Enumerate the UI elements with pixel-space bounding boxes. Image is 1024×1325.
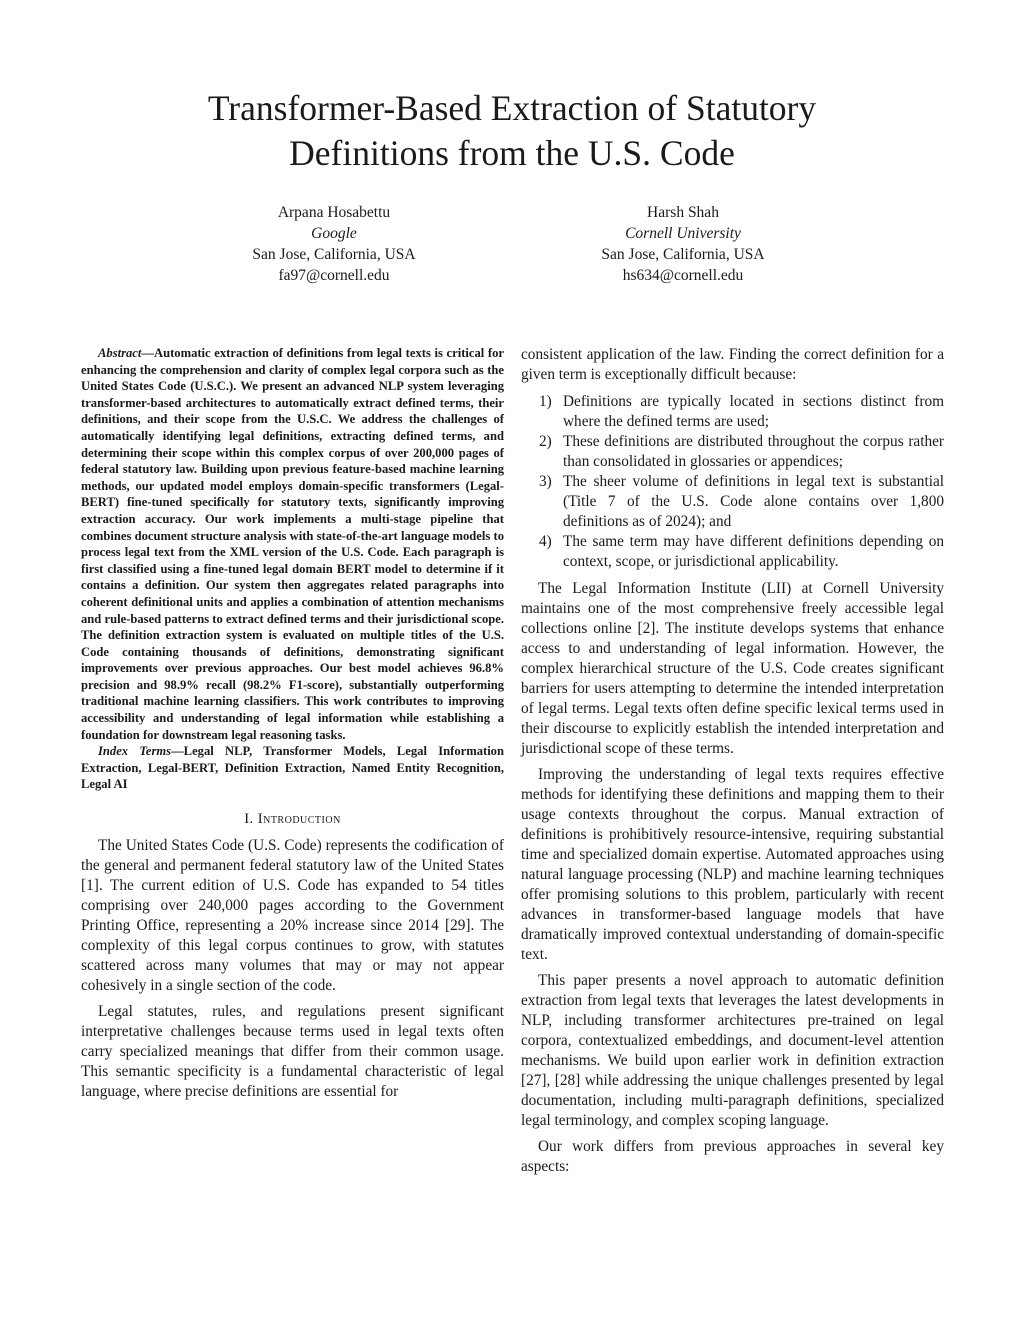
section-heading-introduction: I. Introduction <box>244 811 341 828</box>
body-paragraph: Our work differs from previous approaches in several key aspects: <box>521 1138 944 1175</box>
intro-paragraph: The United States Code (U.S. Code) represents the codification of the general and permanent federal statutory law of the United States [1]. The current edition of U.S. Code has expanded to 54 titles comprising over 240,000 pages according to the Government Printing Office, representing a 20% increase since 2014 [29]. The complexity of this legal corpus continues to grow, with statutes scattered across many volumes that may or may not appear cohesively in a single section of the code. <box>81 837 504 995</box>
list-item <box>521 432 944 472</box>
body-paragraph: The Legal Information Institute (LII) at Cornell University maintains one of the most comprehensive freely accessible legal collections online [2]. The institute develops systems that enhance access to and understanding of legal information. However, the complex hierarchical structure of the U.S. Code creates significant barriers for users attempting to determine the intended interpretation of legal terms. Legal texts often define specific lexical terms used in their discourse to explicitly establish the intended interpretation and jurisdictional scope of these terms. <box>521 580 944 757</box>
abstract-text: —Automatic extraction of definitions from legal texts is critical for enhancing the comprehension and clarity of complex legal corpora such as the United States Code (U.S.C.). We present an advanced NLP system leveraging transformer-based architectures to automatically extract defined terms, their definitions, and their scope from the U.S.C. We address the challenges of automatically identifying legal definitions, extracting defined terms, and determining their scope within this complex corpus of over 200,000 pages of federal statutory law. Building upon previous feature-based machine learning methods, our updated model employs domain-specific transformers (Legal-BERT) fine-tuned specifically for statutory texts, significantly improving extraction accuracy. Our work implements a multi-stage pipeline that combines document structure analysis with state-of-the-art language models to process legal text from the XML version of the U.S. Code. Each paragraph is first classified using a fine-tuned legal domain BERT model to determine if it contains a definition. Our system then aggregates related paragraphs into coherent definitional units and applies a combination of attention mechanisms and rule-based patterns to extract defined terms and their jurisdictional scope. The definition extraction system is evaluated on multiple titles of the U.S. Code containing thousands of definitions, demonstrating significant improvements over previous approaches. Our best model achieves 96.8% precision and 98.9% recall (98.2% F1-score), substantially outperforming traditional machine learning classifiers. This work contributes to improving accessibility and understanding of legal information while establishing a foundation for downstream legal reasoning tasks. <box>81 346 504 742</box>
right-column <box>521 345 944 1183</box>
author-email: hs634@cornell.edu <box>622 267 744 284</box>
list-item <box>521 392 944 432</box>
abstract <box>81 345 504 743</box>
numbered-list <box>521 392 944 572</box>
list-item-text: Definitions are typically located in sections distinct from where the defined terms are used; <box>563 393 944 430</box>
author-name: Harsh Shah <box>647 204 719 221</box>
intro-paragraph: Legal statutes, rules, and regulations present significant interpretative challenges because terms used in legal texts often carry specialized meanings that differ from their common usage. This semantic specificity is a fundamental characteristic of legal language, where precise definitions are essential for <box>81 1003 504 1101</box>
title-line-1: Transformer-Based Extraction of Statutory <box>207 88 817 128</box>
list-marker: 1) <box>539 393 552 410</box>
list-item <box>521 532 944 572</box>
list-item-text: These definitions are distributed throughout the corpus rather than consolidated in glossaries or appendices; <box>563 433 944 470</box>
list-marker: 4) <box>539 533 552 550</box>
left-column <box>81 345 504 1108</box>
author-email: fa97@cornell.edu <box>278 267 390 284</box>
author-location: San Jose, California, USA <box>601 246 765 263</box>
list-marker: 3) <box>539 473 552 490</box>
index-terms-label: Index Terms <box>98 744 172 759</box>
abstract-label: Abstract <box>98 346 142 360</box>
author-location: San Jose, California, USA <box>252 246 416 263</box>
continued-paragraph: consistent application of the law. Finding the correct definition for a given term is exceptionally difficult because: <box>521 346 944 383</box>
paper-title <box>80 86 944 176</box>
list-marker: 2) <box>539 433 552 450</box>
title-line-2: Definitions from the U.S. Code <box>289 133 735 173</box>
index-terms <box>81 743 504 793</box>
index-terms-text: —Legal NLP, Transformer Models, Legal Information Extraction, Legal-BERT, Definition Extraction, Named Entity Recognition, Legal AI <box>81 744 504 792</box>
author-block <box>513 202 853 286</box>
list-item-text: The sheer volume of definitions in legal text is substantial (Title 7 of the U.S. Code alone contains over 1,800 definitions as of 2024); and <box>563 473 944 530</box>
list-item <box>521 472 944 532</box>
body-paragraph: This paper presents a novel approach to automatic definition extraction from legal texts that leverages the latest developments in NLP, including transformer architectures pre-trained on legal corpora, contextualized embeddings, and document-level attention mechanisms. We build upon earlier work in definition extraction [27], [28] while addressing the unique challenges presented by legal documentation, including multi-paragraph definitions, specialized legal terminology, and complex scoping language. <box>521 972 944 1129</box>
author-affiliation: Google <box>311 225 357 242</box>
author-name: Arpana Hosabettu <box>277 204 391 221</box>
author-block <box>164 202 504 286</box>
list-item-text: The same term may have different definitions depending on context, scope, or jurisdictional applicability. <box>563 533 944 570</box>
body-paragraph: Improving the understanding of legal texts requires effective methods for identifying these definitions and mapping them to their usage contexts throughout the corpus. Manual extraction of definitions is prohibitively resource-intensive, requiring substantial time and specialized domain expertise. Automated approaches using natural language processing (NLP) and machine learning techniques offer promising solutions to this problem, particularly with recent advances in transformer-based language models that have dramatically improved contextual understanding of domain-specific text. <box>521 766 944 963</box>
author-affiliation: Cornell University <box>625 225 741 242</box>
